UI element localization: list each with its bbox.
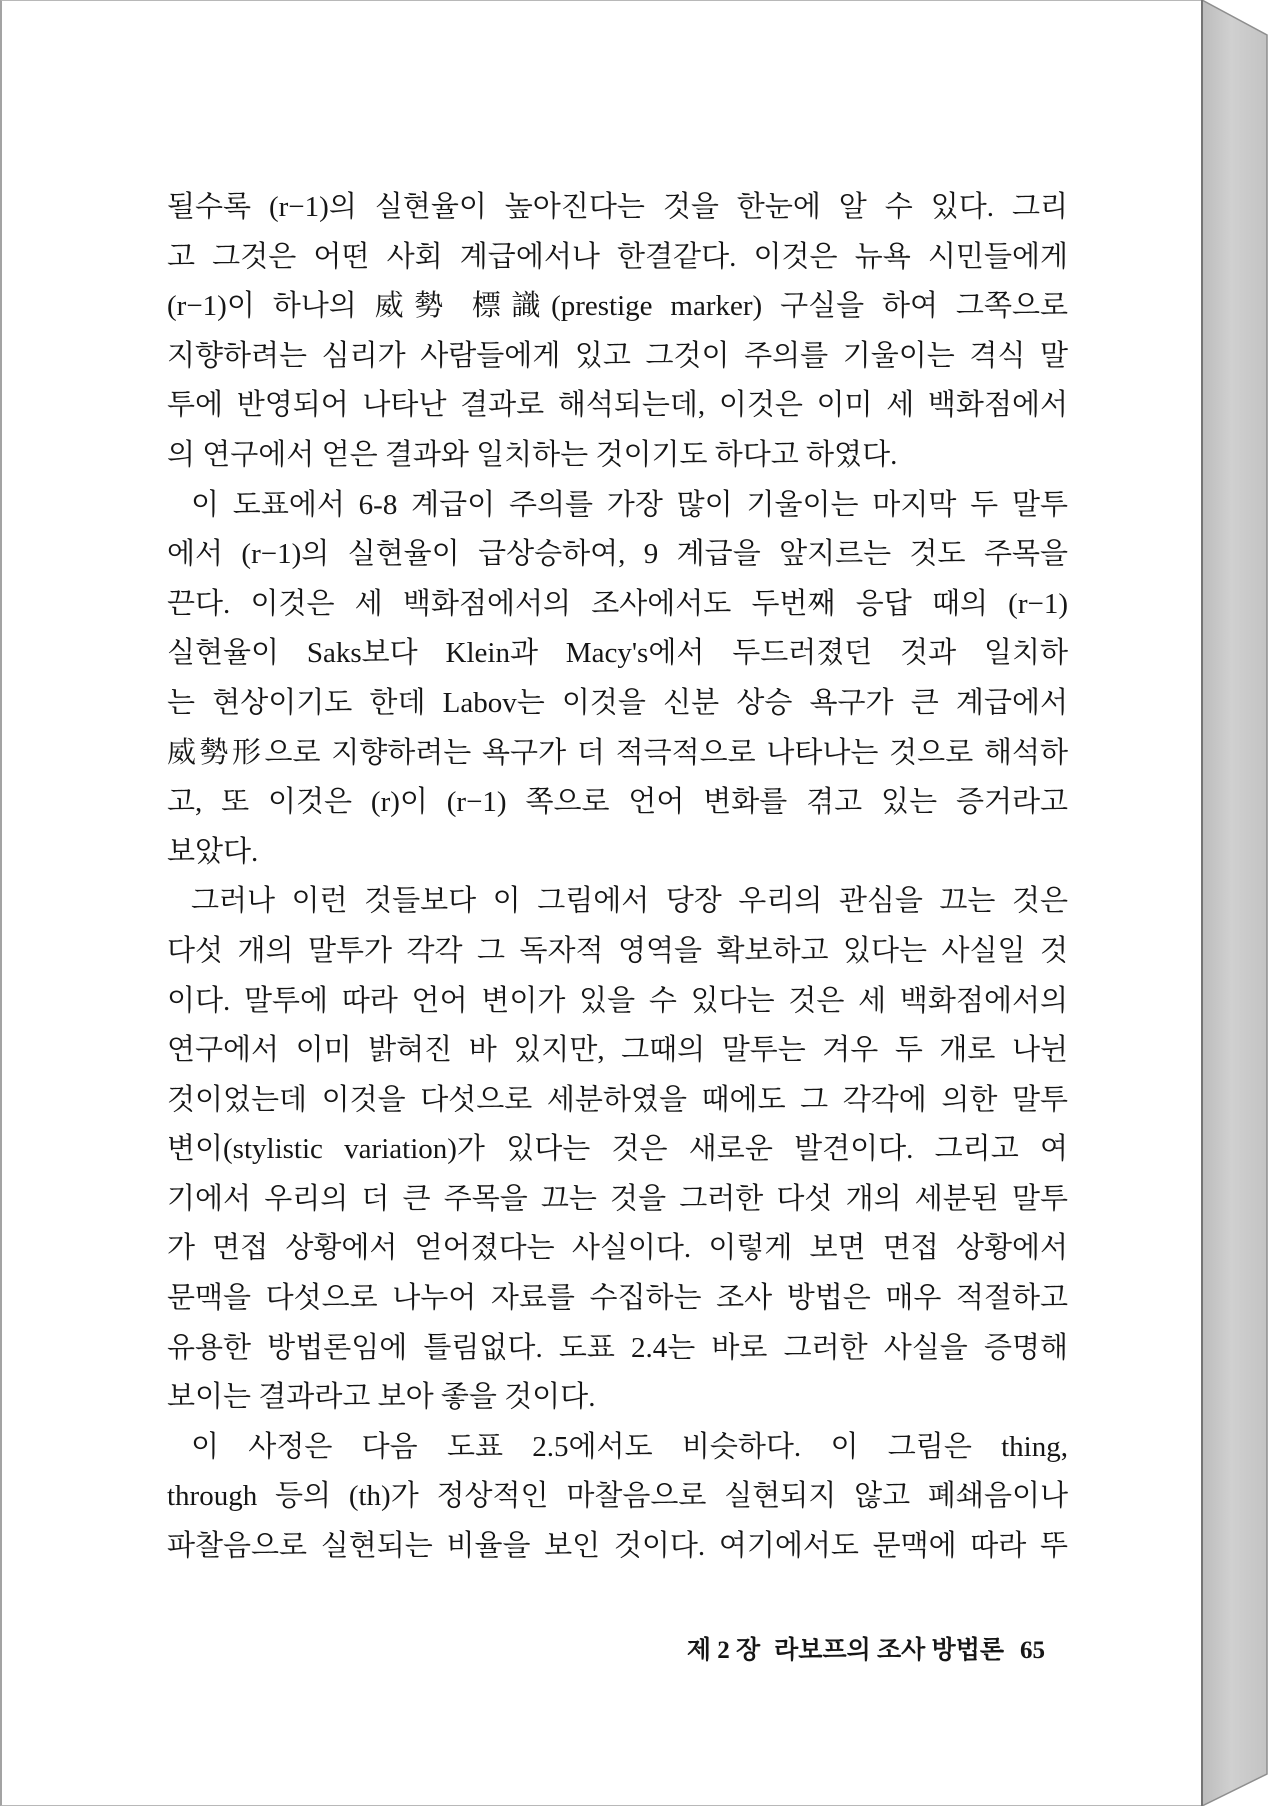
text-line: 는 현상이기도 한데 Labov는 이것을 신분 상승 욕구가 큰 계급에서 [167,686,1068,719]
text-line: 투에 반영되어 나타난 결과로 해석되는데, 이것은 이미 세 백화점에서 [167,389,1068,422]
paragraph [167,481,1068,878]
text-line: 에서 (r−1)의 실현율이 급상승하여, 9 계급을 앞지르는 것도 주목을 [167,538,1068,571]
body-text [167,183,1068,1572]
text-line: 파찰음으로 실현되는 비율을 보인 것이다. 여기에서도 문맥에 따라 뚜 [167,1530,1068,1563]
text-line: 威勢形으로 지향하려는 욕구가 더 적극적으로 나타나는 것으로 해석하 [167,736,1068,769]
footer-chapter-title: 라보프의 조사 방법론 [774,1637,1004,1664]
text-line: 다섯 개의 말투가 각각 그 독자적 영역을 확보하고 있다는 사실일 것 [167,934,1068,967]
text-line: 의 연구에서 얻은 결과와 일치하는 것이기도 하다고 하였다. [167,438,898,471]
text-line: 문맥을 다섯으로 나누어 자료를 수집하는 조사 방법은 매우 적절하고 [167,1282,1068,1315]
text-line: 가 면접 상황에서 얻어졌다는 사실이다. 이렇게 보면 면접 상황에서 [167,1232,1068,1265]
text-line: 보이는 결과라고 보아 좋을 것이다. [167,1381,596,1414]
footer-chapter: 제 2 장 [686,1637,761,1664]
text-line: (r−1)이 하나의 威勢 標識(prestige marker) 구실을 하여 그쪽으로 [167,290,1068,323]
text-line: 기에서 우리의 더 큰 주목을 끄는 것을 그러한 다섯 개의 세분된 말투 [167,1182,1068,1215]
text-line: 실현율이 Saks보다 Klein과 Macy's에서 두드러졌던 것과 일치하 [167,637,1068,670]
text-line: 변이(stylistic variation)가 있다는 것은 새로운 발견이다. 그리고 여 [167,1133,1068,1166]
text-line: 유용한 방법론임에 틀림없다. 도표 2.4는 바로 그러한 사실을 증명해 [167,1331,1068,1364]
text-line: 그러나 이런 것들보다 이 그림에서 당장 우리의 관심을 끄는 것은 [191,885,1068,918]
text-line: 이 도표에서 6-8 계급이 주의를 가장 많이 기울이는 마지막 두 말투 [191,488,1068,521]
text-line: 보았다. [167,835,259,868]
paragraph [167,1423,1068,1572]
text-line: 지향하려는 심리가 사람들에게 있고 그것이 주의를 기울이는 격식 말 [167,339,1068,372]
page-side-face [1202,0,1267,1806]
text-line: 고 그것은 어떤 사회 계급에서나 한결같다. 이것은 뉴욕 시민들에게 [167,240,1068,273]
text-line: through 등의 (th)가 정상적인 마찰음으로 실현되지 않고 폐쇄음이나 [167,1480,1068,1513]
text-line: 이다. 말투에 따라 언어 변이가 있을 수 있다는 것은 세 백화점에서의 [167,984,1068,1017]
text-line: 끈다. 이것은 세 백화점에서의 조사에서도 두번째 응답 때의 (r−1) [167,587,1068,620]
text-line: 될수록 (r−1)의 실현율이 높아진다는 것을 한눈에 알 수 있다. 그리 [167,191,1068,223]
paragraph [167,877,1068,1423]
text-line: 것이었는데 이것을 다섯으로 세분하였을 때에도 그 각각에 의한 말투 [167,1083,1068,1116]
text-line: 연구에서 이미 밝혀진 바 있지만, 그때의 말투는 겨우 두 개로 나뉜 [167,1034,1068,1067]
page-side-edge [1200,0,1282,1806]
text-line: 고, 또 이것은 (r)이 (r−1) 쪽으로 언어 변화를 겪고 있는 증거라고 [167,786,1068,819]
paragraph [167,183,1068,481]
running-footer [642,1634,1045,1668]
text-line: 이 사정은 다음 도표 2.5에서도 비슷하다. 이 그림은 thing, [191,1430,1068,1463]
page-number: 65 [1020,1637,1045,1664]
